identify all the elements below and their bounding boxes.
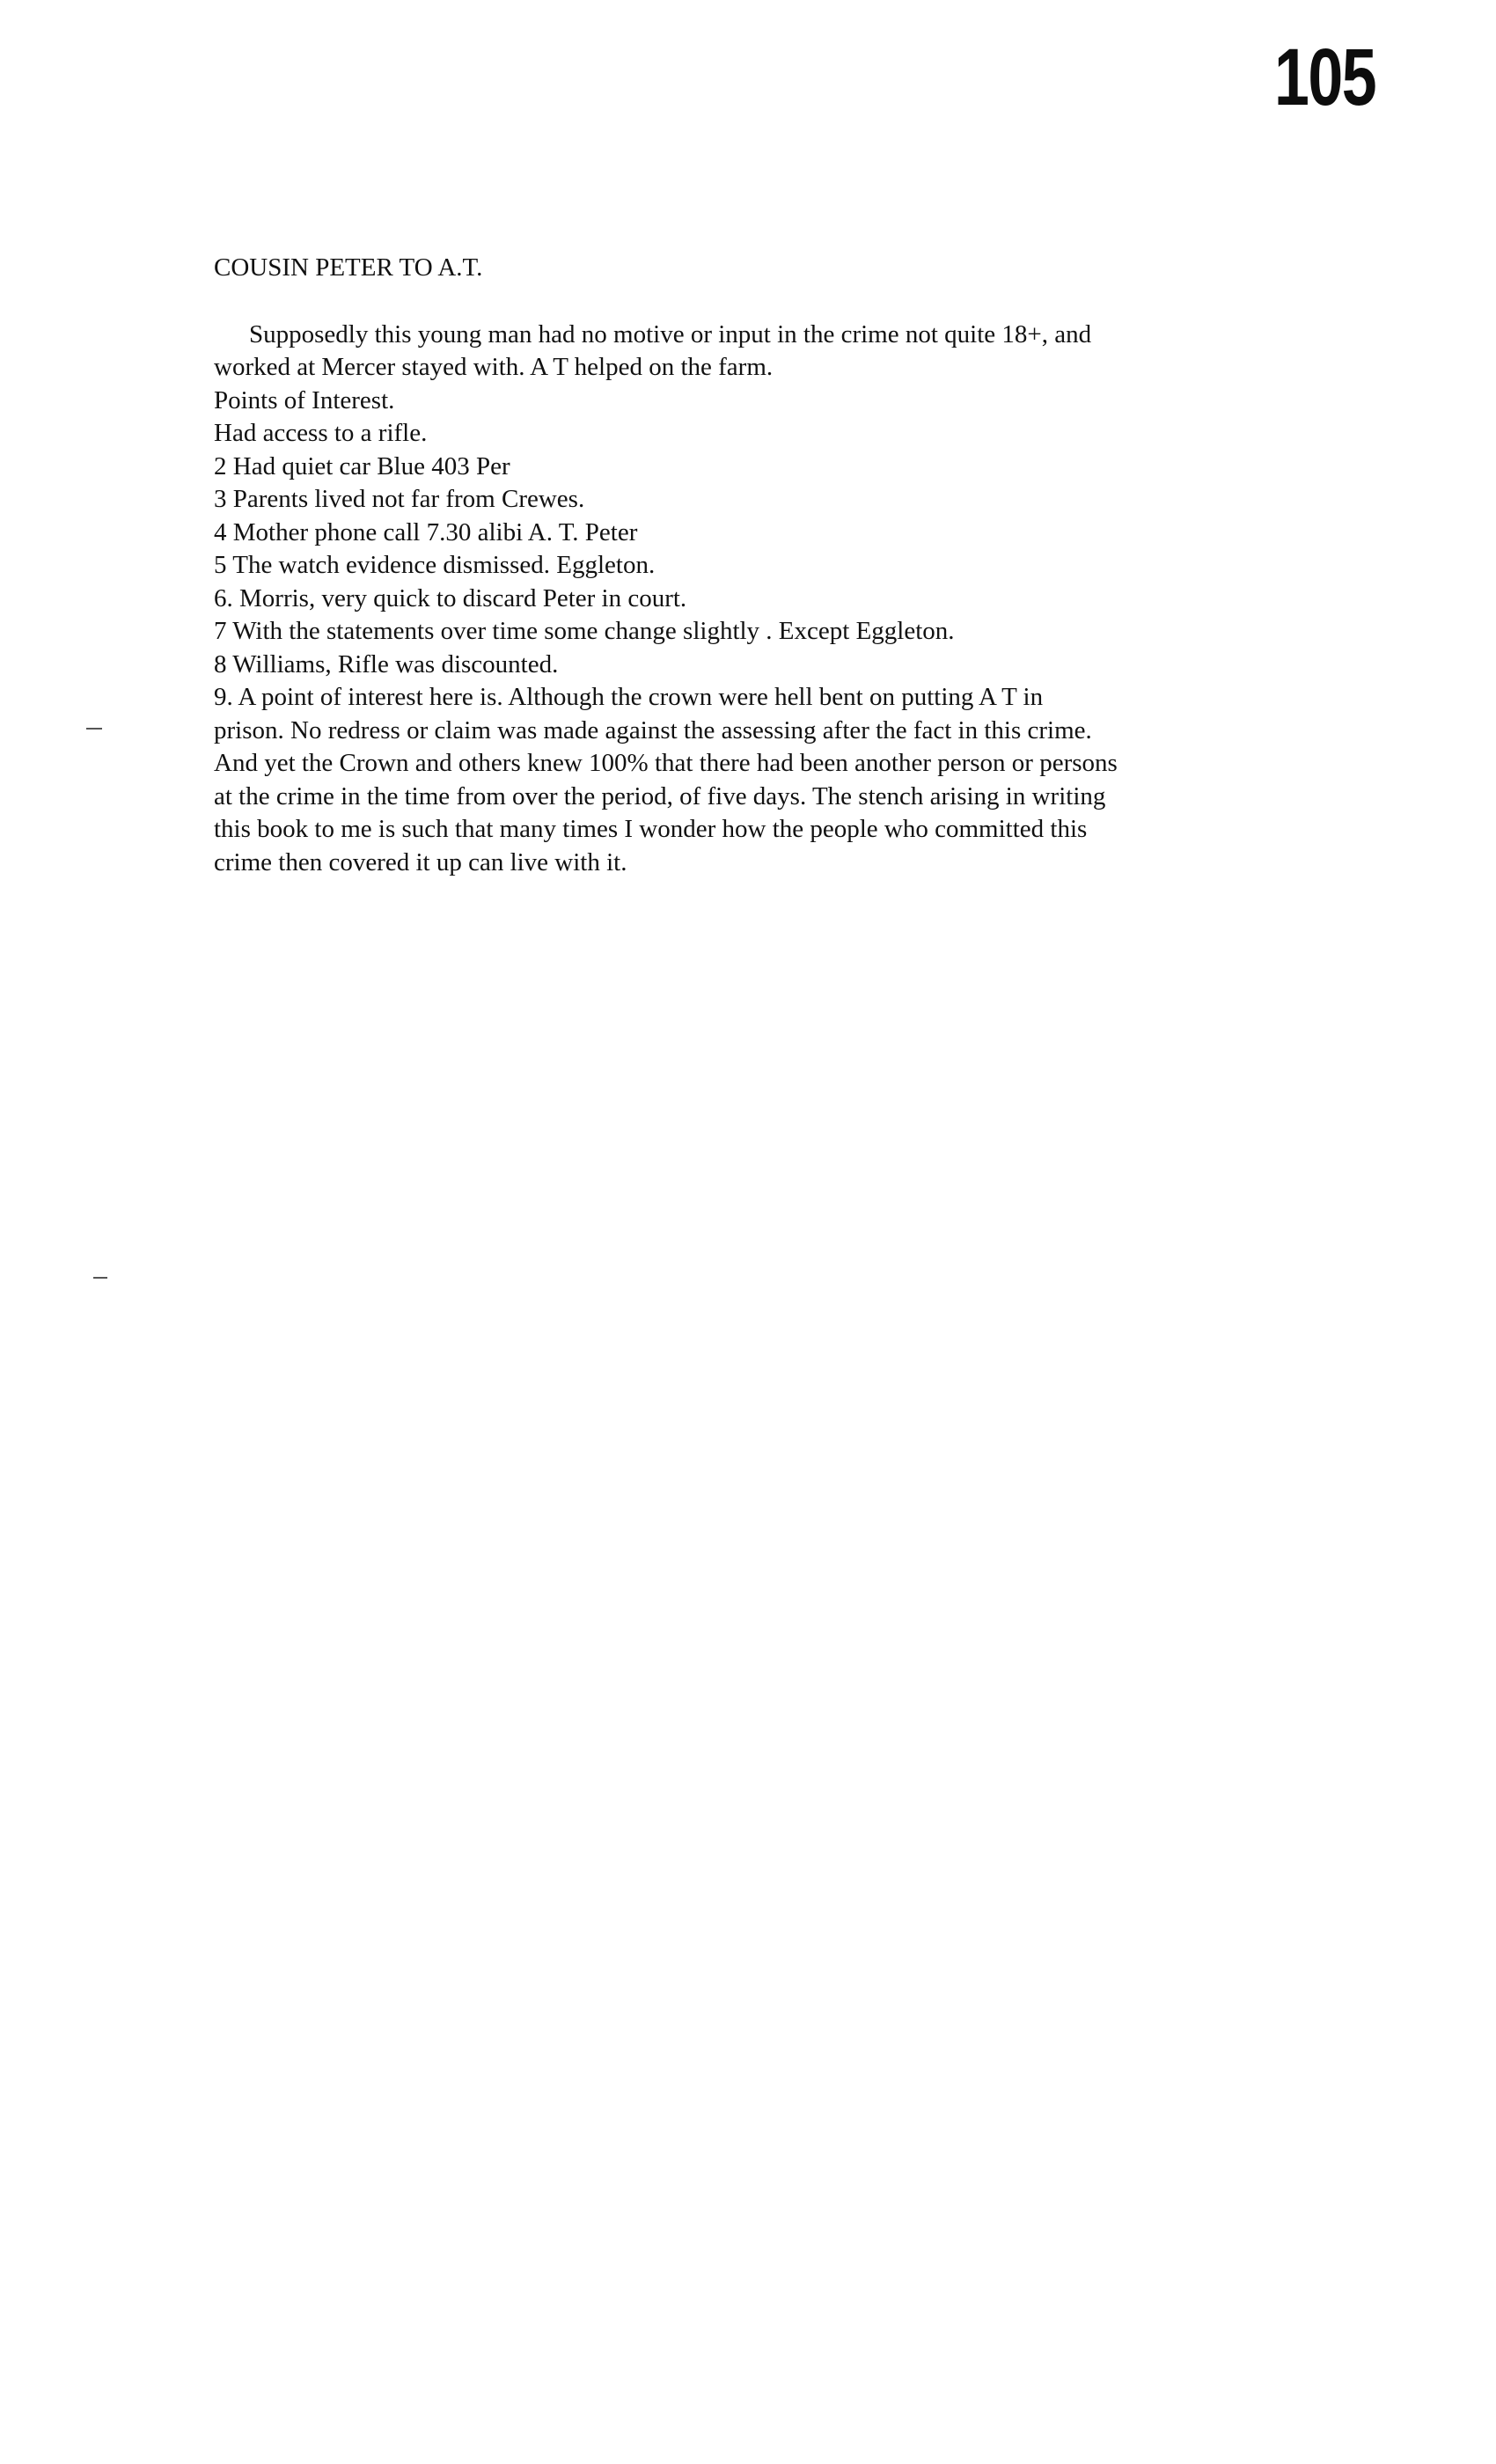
point-item: 6. Morris, very quick to discard Peter in court. xyxy=(214,583,687,612)
point-item: 8 Williams, Rifle was discounted. xyxy=(214,649,559,678)
paragraph-line: 9. A point of interest here is. Although the crown were hell bent on putting A T in xyxy=(214,683,1044,711)
points-title: Points of Interest. xyxy=(214,385,395,414)
point-nine-paragraph xyxy=(214,681,1252,879)
page-number: 105 xyxy=(1274,33,1376,122)
intro-line: Supposedly this young man had no motive or input in the crime not quite 18+, and xyxy=(249,319,1092,348)
paragraph-line: And yet the Crown and others knew 100% that there had been another person or persons xyxy=(214,749,1118,777)
document-body xyxy=(214,252,1252,879)
paragraph-line: prison. No redress or claim was made against the assessing after the fact in this crime. xyxy=(214,715,1092,744)
point-item: 4 Mother phone call 7.30 alibi A. T. Peter xyxy=(214,517,638,546)
document-heading: COUSIN PETER TO A.T. xyxy=(214,253,483,282)
point-item: 5 The watch evidence dismissed. Eggleton. xyxy=(214,551,656,579)
paragraph-line: crime then covered it up can live with it. xyxy=(214,847,627,876)
scan-mark xyxy=(93,1277,107,1279)
point-item: 7 With the statements over time some change slightly . Except Eggleton. xyxy=(214,617,955,645)
scan-mark xyxy=(86,728,102,730)
paragraph-line: this book to me is such that many times I wonder how the people who committed this xyxy=(214,815,1088,843)
point-item: 3 Parents lived not far from Crewes. xyxy=(214,485,585,513)
point-item: 2 Had quiet car Blue 403 Per xyxy=(214,451,510,480)
point-item: Had access to a rifle. xyxy=(214,419,428,447)
paragraph-line: at the crime in the time from over the period, of five days. The stench arising in writing xyxy=(214,781,1106,810)
intro-line: worked at Mercer stayed with. A T helped on the farm. xyxy=(214,353,774,381)
